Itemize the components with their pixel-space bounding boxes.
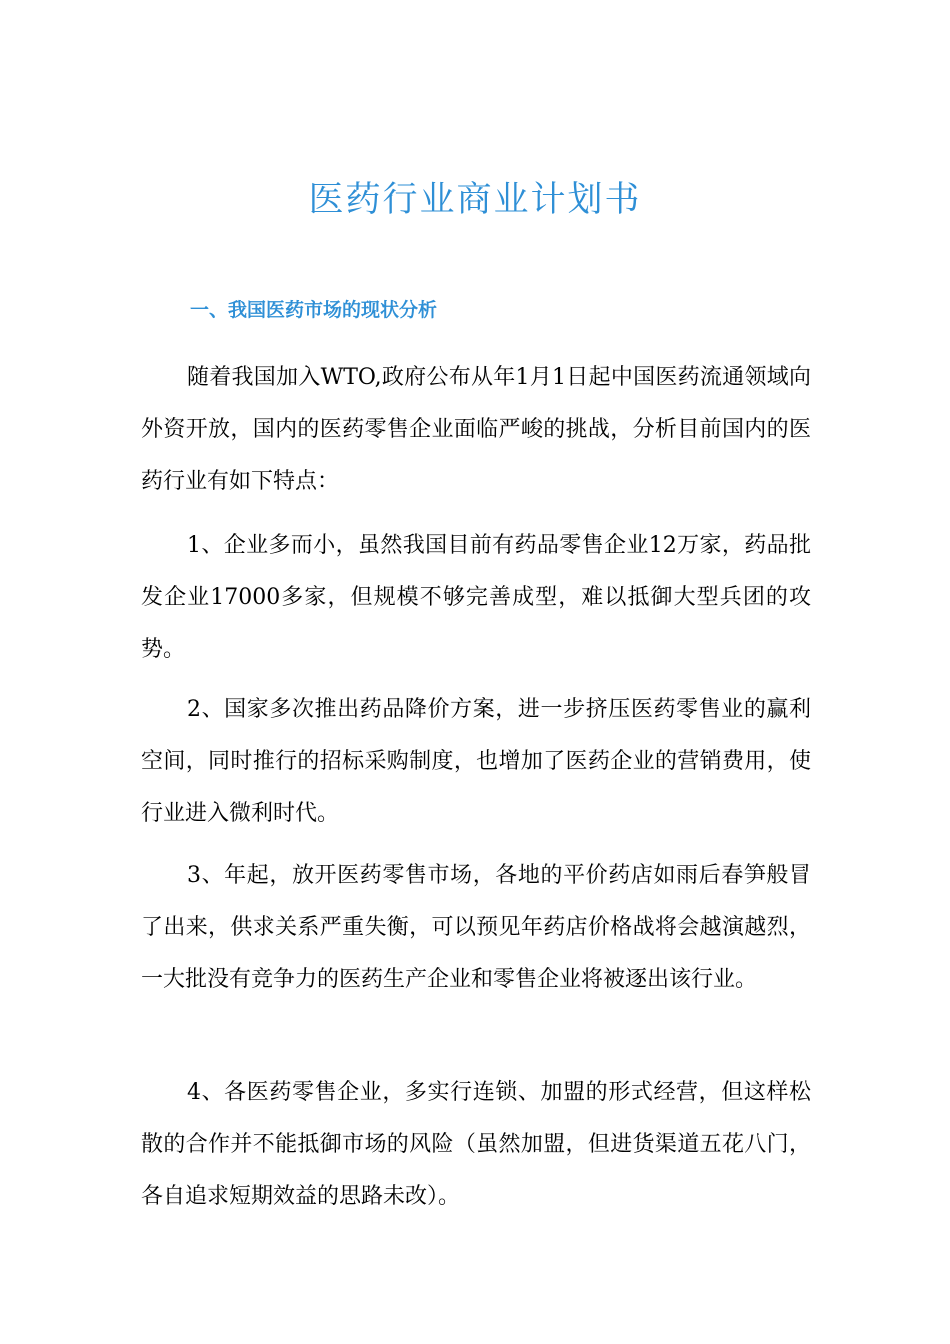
section-heading: 一、我国医药市场的现状分析 bbox=[190, 299, 438, 321]
paragraph-point-4: 4、各医药零售企业，多实行连锁、加盟的形式经营，但这样松散的合作并不能抵御市场的风险（虽然加盟，但进货渠道五花八门，各自追求短期效益的思路未改）。 bbox=[141, 1080, 811, 1209]
document-title: 医药行业商业计划书 bbox=[308, 180, 642, 220]
paragraph-point-3: 3、年起，放开医药零售市场，各地的平价药店如雨后春笋般冒了出来，供求关系严重失衡，可以预见年药店价格战将会越演越烈，一大批没有竞争力的医药生产企业和零售企业将被逐出该行业。 bbox=[141, 863, 811, 992]
paragraph-point-2: 2、国家多次推出药品降价方案，进一步挤压医药零售业的赢利空间，同时推行的招标采购制度，也增加了医药企业的营销费用，使行业进入微利时代。 bbox=[141, 697, 811, 826]
paragraph-point-1: 1、企业多而小，虽然我国目前有药品零售企业12万家，药品批发企业17000多家，但规模不够完善成型，难以抵御大型兵团的攻势。 bbox=[141, 533, 811, 662]
paragraph-intro: 随着我国加入WTO,政府公布从年1月1日起中国医药流通领域向外资开放，国内的医药零售企业面临严峻的挑战，分析目前国内的医药行业有如下特点： bbox=[141, 365, 811, 494]
